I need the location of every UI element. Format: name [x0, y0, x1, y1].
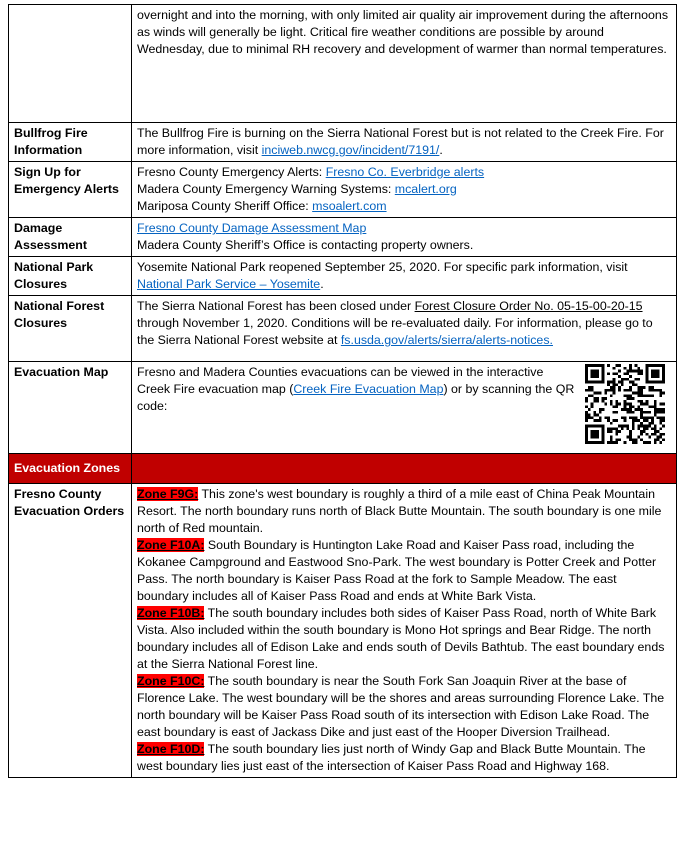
creek-fire-map-link[interactable]: Creek Fire Evacuation Map — [293, 382, 444, 396]
table-row — [9, 218, 677, 257]
zone-tag: Zone F10B: — [137, 606, 205, 620]
bullfrog-text: The Bullfrog Fire is burning on the Sierra National Forest but is not related to the Creek Fire. For more information, visit — [137, 126, 664, 157]
damage-label: Damage Assessment — [9, 218, 132, 257]
usfs-alerts-link[interactable]: fs.usda.gov/alerts/sierra/alerts-notices. — [340, 333, 553, 347]
forest-text-2: through November 1, 2020. Conditions will be re-evaluated daily. For information, please go to the Sierra National Forest website at — [137, 316, 653, 347]
zone-text: The south boundary includes both sides of Kaiser Pass Road, north of White Bark Vista. Also included within the south boundary is Mono Hot springs and Bear Ridge. The north boundary includes all of Edison Lake and ends south of Devils Bathtub. The east boundary ends at the Sierra National Forest line. — [137, 606, 665, 671]
zone-tag: Zone F10D: — [137, 742, 205, 756]
evac-map-label: Evacuation Map — [9, 362, 132, 454]
alerts-cell — [132, 162, 677, 218]
bullfrog-cell — [132, 123, 677, 162]
msoalert-link[interactable]: msoalert.com — [312, 199, 387, 213]
everbridge-link[interactable]: Fresno Co. Everbridge alerts — [325, 165, 485, 179]
forest-text: The Sierra National Forest has been closed under — [137, 299, 415, 313]
bullfrog-label: Bullfrog Fire Information — [9, 123, 132, 162]
zone-entry — [137, 537, 671, 605]
evac-zones-header: Evacuation Zones — [9, 454, 132, 484]
alert-text: Madera County Emergency Warning Systems: — [137, 182, 395, 196]
alert-line-fresno — [137, 164, 671, 181]
alerts-label: Sign Up for Emergency Alerts — [9, 162, 132, 218]
evac-map-cell — [132, 362, 677, 454]
zone-text: The south boundary is near the South Fork San Joaquin River at the base of Florence Lake. The west boundary will be the shores and areas surrounding Florence Lake. The north boundary will be Kaiser Pass Road south of its intersection with Edison Lake Road. The east boundary is east of Jackass Dike and just east of the Hooper Diversion Trailhead. — [137, 674, 665, 739]
alert-text: Mariposa County Sheriff Office: — [137, 199, 313, 213]
qr-code-icon[interactable] — [585, 364, 665, 444]
alert-text: Fresno County Emergency Alerts: — [137, 165, 326, 179]
info-table — [8, 4, 677, 778]
zone-text: The south boundary lies just north of Windy Gap and Black Butte Mountain. The west boundary lies just east of the intersection of Kaiser Pass Road and Highway 168. — [137, 742, 646, 773]
mcalert-link[interactable]: mcalert.org — [394, 182, 457, 196]
table-row — [9, 454, 677, 484]
zone-entry — [137, 605, 671, 673]
zone-entry — [137, 673, 671, 741]
table-row — [9, 5, 677, 123]
zone-text: South Boundary is Huntington Lake Road and Kaiser Pass road, including the Kokanee Campground and Eastwood Sno-Park. The west boundary is Potter Creek and Potter Pass. The north boundary is Kaiser Pass Road at the fork to Sample Meadow. The east boundary includes all of Kaiser Pass Road and ends at White Bark Vista. — [137, 538, 657, 603]
damage-map-link[interactable]: Fresno County Damage Assessment Map — [137, 221, 367, 235]
zone-tag: Zone F10C: — [137, 674, 205, 688]
table-row — [9, 162, 677, 218]
fresno-orders-cell — [132, 484, 677, 778]
inciweb-link[interactable]: inciweb.nwcg.gov/incident/7191/ — [261, 143, 440, 157]
table-row — [9, 123, 677, 162]
nps-yosemite-link[interactable]: National Park Service – Yosemite — [137, 277, 321, 291]
table-row — [9, 296, 677, 362]
zone-tag: Zone F9G: — [137, 487, 199, 501]
evac-zones-header-fill — [132, 454, 677, 484]
alert-line-mariposa — [137, 198, 671, 215]
bullfrog-tail: . — [439, 143, 443, 157]
zone-entry — [137, 741, 671, 775]
forest-label: National Forest Closures — [9, 296, 132, 362]
forest-cell — [132, 296, 677, 362]
fresno-orders-label: Fresno County Evacuation Orders — [9, 484, 132, 778]
alert-line-madera — [137, 181, 671, 198]
parks-cell — [132, 257, 677, 296]
parks-text: Yosemite National Park reopened September 25, 2020. For specific park information, visit — [137, 260, 628, 274]
damage-text: Madera County Sheriff’s Office is contacting property owners. — [137, 238, 474, 252]
zone-entry — [137, 486, 671, 537]
evac-map-text: Fresno and Madera Counties evacuations can be viewed in the interactive Creek Fire evacuation map ( — [137, 365, 544, 396]
damage-cell — [132, 218, 677, 257]
evac-map-text-2: ) or by scanning the QR code: — [137, 382, 575, 413]
parks-label: National Park Closures — [9, 257, 132, 296]
parks-tail: . — [320, 277, 324, 291]
row-label-empty — [9, 5, 132, 123]
weather-text: overnight and into the morning, with only limited air quality air improvement during the afternoons as winds will generally be light. Critical fire weather conditions are possible by around Wednesday, due to minimal RH recovery and development of warmer than normal temperatures. — [132, 5, 677, 123]
zone-tag: Zone F10A: — [137, 538, 205, 552]
table-row — [9, 362, 677, 454]
zone-text: This zone's west boundary is roughly a third of a mile east of China Peak Mountain Resort. The north boundary runs north of Black Butte Mountain. The south boundary is one mile north of Red mountain. — [137, 487, 662, 535]
table-row — [9, 257, 677, 296]
closure-order: Forest Closure Order No. 05-15-00-20-15 — [414, 299, 643, 313]
table-row — [9, 484, 677, 778]
